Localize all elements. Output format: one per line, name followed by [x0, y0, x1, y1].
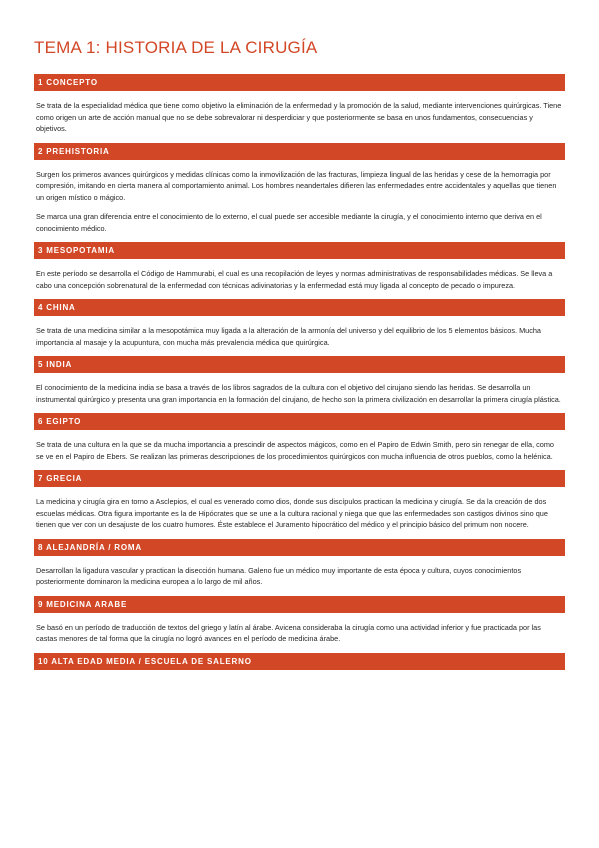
section-heading: 5 INDIA [34, 356, 565, 373]
section [34, 242, 565, 299]
section-heading: 4 CHINA [34, 299, 565, 316]
section-body [34, 259, 565, 299]
section-paragraph: La medicina y cirugía gira en torno a Asclepios, el cual es venerado como dios, donde sus discípulos practican la medicina y cirugía. Se da la creación de dos escuelas médicas. Otra figura importante es la de Hipócrates que se une a la cultura racional y niega que que las enfermedades son castigos divinos sino que tienen que ver con un desajuste de los cuatro humores. Éste establece el Juramento hipocrático del médico y el principio básico del primum non nocere. [36, 497, 548, 529]
section [34, 143, 565, 243]
section-paragraph: Se trata de la especialidad médica que tiene como objetivo la eliminación de la enfermedad y la promoción de la salud, mediante intervenciones quirúrgicas. Tiene como origen un arte de acción manual que no se debe sobrevalorar ni desperdiciar y que posteriormente se basa en unos fundamentos, consecuencias y objetivos. [36, 101, 562, 133]
section [34, 413, 565, 470]
section-body [34, 160, 565, 243]
section-heading: 1 CONCEPTO [34, 74, 565, 91]
section-body [34, 430, 565, 470]
section-body [34, 91, 565, 143]
section-paragraph: Se trata de una cultura en la que se da mucha importancia a prescindir de aspectos mágicos, como en el Papiro de Edwin Smith, pero sin renegar de ella, como se ve en el Papiro de Ebers. Se realizan las primeras descripciones de los procedimientos quirúrgicos con mucha influencia de otros pueblos, como la helénica. [36, 440, 554, 461]
section-body [34, 613, 565, 653]
section-heading: 10 ALTA EDAD MEDIA / ESCUELA DE SALERNO [34, 653, 565, 670]
section-heading: 9 MEDICINA ARABE [34, 596, 565, 613]
section-body [34, 373, 565, 413]
section-heading: 2 PREHISTORIA [34, 143, 565, 160]
section-heading: 7 GRECIA [34, 470, 565, 487]
section-paragraph: En este período se desarrolla el Código de Hammurabi, el cual es una recopilación de leyes y normas administrativas de responsabilidades médicas. Se lleva a cabo una concepción sobrenatural de la enfermedad con técnicas adivinatorias y la enfermedad está muy ligada al concepto de pecado o impureza. [36, 269, 553, 290]
section [34, 596, 565, 653]
section-paragraph: Se marca una gran diferencia entre el conocimiento de lo externo, el cual puede ser accesible mediante la cirugía, y el conocimiento interno que deriva en el conocimiento médico. [36, 212, 542, 233]
sections-container [34, 74, 565, 670]
section [34, 470, 565, 539]
section-paragraph: Se basó en un período de traducción de textos del griego y latín al árabe. Avicena consideraba la cirugía como una actividad inferior y fue practicada por las castas menores de tal forma que la cirugía no logró avances en el período de medicina árabe. [36, 622, 541, 643]
section [34, 539, 565, 596]
section [34, 653, 565, 670]
section [34, 356, 565, 413]
section-paragraph: Desarrollan la ligadura vascular y practican la disección humana. Galeno fue un médico muy importante de esta época y cultura, cuyos conocimientos posteriormente dominaron la medicina europea a lo largo de mil años. [36, 565, 522, 586]
section-paragraph: El conocimiento de la medicina india se basa a través de los libros sagrados de la cultura con el objetivo del cirujano siendo las heridas. Se desarrolla un instrumental quirúrgico y presenta una gran importancia en la formación del cirujano, de hecho son la primera civilización en desarrollar la primera cirugía plástica. [36, 383, 561, 404]
section [34, 74, 565, 143]
section-body [34, 556, 565, 596]
section-heading: 6 EGIPTO [34, 413, 565, 430]
section-heading: 3 MESOPOTAMIA [34, 242, 565, 259]
document-title: TEMA 1: HISTORIA DE LA CIRUGÍA [34, 38, 318, 57]
section-body [34, 316, 565, 356]
section-heading: 8 ALEJANDRÍA / ROMA [34, 539, 565, 556]
section-body [34, 487, 565, 539]
section-paragraph: Surgen los primeros avances quirúrgicos y medidas clínicas como la inmovilización de las fracturas, limpieza lingual de las heridas y cese de la hemorragia por compresión, imitando en cierta manera al comportamiento animal. Los hombres neandertales difieren las enfermedades entre accidentales y aquellas que tienen un origen místico o mágico. [36, 169, 557, 202]
section-paragraph: Se trata de una medicina similar a la mesopotámica muy ligada a la alteración de la armonía del universo y del equilibrio de los 5 elementos básicos. Mucha importancia al masaje y la acupuntura, con mucha más prevalencia médica que quirúrgica. [36, 326, 541, 347]
section [34, 299, 565, 356]
